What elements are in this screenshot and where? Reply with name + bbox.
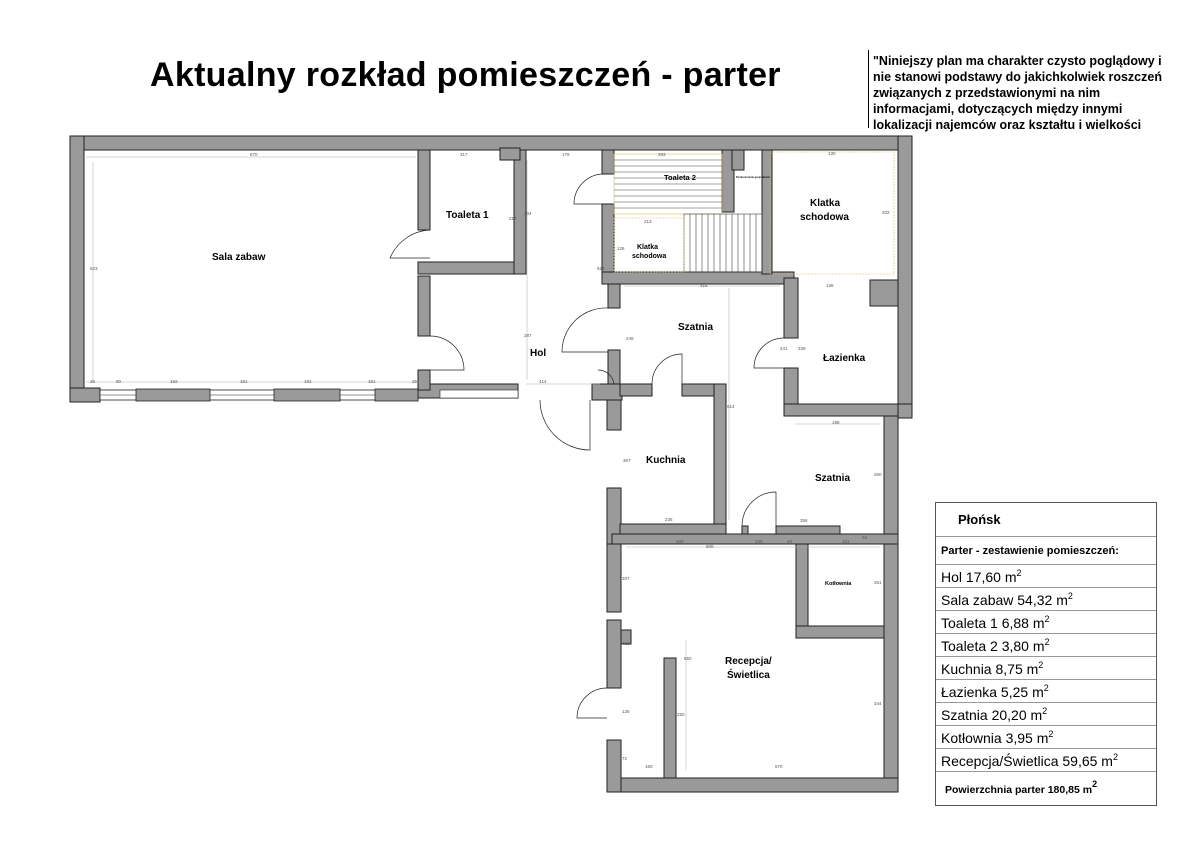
room-toaleta-1: Toaleta 1 bbox=[446, 210, 489, 221]
dim-label: 261 bbox=[874, 580, 882, 585]
dim-label: 217 bbox=[509, 216, 517, 221]
dim-label: 367 bbox=[623, 458, 631, 463]
dim-label: 192 bbox=[304, 379, 312, 384]
dim-label: 416 bbox=[700, 283, 708, 288]
legend-item: Hol 17,60 $m^2$ bbox=[936, 564, 1156, 587]
dim-label: 614 bbox=[727, 404, 735, 409]
dim-label: 344 bbox=[874, 701, 882, 706]
dim-label: 260 bbox=[874, 472, 882, 477]
room-pomieszczenie: Pomieszczenie gospodarcze bbox=[736, 176, 770, 179]
room-sala-zabaw: Sala zabaw bbox=[212, 252, 266, 263]
legend-item: Toaleta 1 6,88 $m^2$ bbox=[936, 610, 1156, 633]
dim-label: 33 bbox=[862, 535, 868, 540]
dim-label: 400 bbox=[676, 539, 684, 544]
dim-label: 161 bbox=[368, 379, 376, 384]
window-strip bbox=[100, 389, 518, 401]
dim-label: 287 bbox=[524, 333, 532, 338]
dim-label: 670 bbox=[775, 764, 783, 769]
dim-label: 414 bbox=[539, 379, 547, 384]
dim-label: 245 bbox=[626, 336, 634, 341]
dim-label: 138 bbox=[826, 283, 834, 288]
room-hol: Hol bbox=[530, 348, 547, 359]
dim-label: 850 bbox=[684, 656, 692, 661]
dim-label: 317 bbox=[460, 152, 468, 157]
dim-label: 235 bbox=[665, 517, 673, 522]
dim-label: 126 bbox=[617, 246, 625, 251]
dim-label: 26 bbox=[90, 379, 96, 384]
dim-label: 339 bbox=[798, 346, 806, 351]
dim-label: 304 bbox=[524, 211, 532, 216]
room-szatnia-2: Szatnia bbox=[815, 473, 851, 484]
legend-heading: Parter - zestawienie pomieszczeń: bbox=[936, 536, 1156, 564]
outer-walls bbox=[70, 136, 912, 792]
legend-item: Kuchnia 8,75 $m^2$ bbox=[936, 656, 1156, 679]
legend-item: Toaleta 2 3,80 $m^2$ bbox=[936, 633, 1156, 656]
dim-label: 202 bbox=[882, 210, 890, 215]
dim-label: 179 bbox=[562, 152, 570, 157]
dim-label: 40 bbox=[787, 539, 793, 544]
dim-label: 670 bbox=[250, 152, 258, 157]
dim-label: 400 bbox=[622, 641, 630, 646]
dim-label: 130 bbox=[828, 151, 836, 156]
room-kuchnia: Kuchnia bbox=[646, 455, 686, 466]
dim-label: 126 bbox=[622, 709, 630, 714]
legend-item: Szatnia 20,20 $m^2$ bbox=[936, 702, 1156, 725]
page-title: Aktualny rozkład pomieszczeń - parter bbox=[150, 56, 781, 94]
area-legend bbox=[935, 502, 1157, 806]
dim-label: 198 bbox=[832, 420, 840, 425]
room-klatka-2-a: Klatka bbox=[810, 198, 841, 209]
legend-total: Powierzchnia parter 180,85 $m^2$ bbox=[936, 771, 1156, 807]
room-toaleta-2: Toaleta 2 bbox=[664, 173, 696, 182]
legend-item: Łazienka 5,25 $m^2$ bbox=[936, 679, 1156, 702]
legend-item: Kotłownia 3,95 $m^2$ bbox=[936, 725, 1156, 748]
dim-label: 100 bbox=[755, 539, 763, 544]
dim-label: 72 bbox=[622, 756, 628, 761]
dim-label: 623 bbox=[90, 266, 98, 271]
room-klatka-1-b: schodowa bbox=[632, 253, 667, 260]
dim-label: 207 bbox=[622, 576, 630, 581]
room-kotlownia: Kotłownia bbox=[825, 581, 852, 587]
dim-label: 356 bbox=[800, 518, 808, 523]
dim-label: 600 bbox=[706, 544, 714, 549]
dim-label: 160 bbox=[645, 764, 653, 769]
room-szatnia-1: Szatnia bbox=[678, 322, 714, 333]
room-klatka-2-b: schodowa bbox=[800, 212, 849, 223]
dim-label: 161 bbox=[240, 379, 248, 384]
legend-item: Sala zabaw 54,32 $m^2$ bbox=[936, 587, 1156, 610]
dim-label: 250 bbox=[677, 712, 685, 717]
legend-city: Płońsk bbox=[958, 512, 1001, 527]
legend-item: Recepcja/Świetlica 59,65 $m^2$ bbox=[936, 748, 1156, 771]
disclaimer-text: "Niniejszy plan ma charakter czysto poglądowy i nie stanowi podstawy do jakichkolwiek roszczeń związanych z przedstawionymi na nim informacjami, dotyczących między innymi lokalizacji najemców oraz kształtu i wielkości bbox=[873, 54, 1162, 132]
dim-label: 213 bbox=[644, 219, 652, 224]
dim-label: 151 bbox=[842, 539, 850, 544]
dim-label: 192 bbox=[170, 379, 178, 384]
dim-label: 90 bbox=[116, 379, 122, 384]
dim-label: 26 bbox=[412, 379, 418, 384]
room-klatka-1-a: Klatka bbox=[637, 244, 659, 251]
dim-label: 623 bbox=[597, 266, 605, 271]
room-recepcja-a: Recepcja/ bbox=[725, 656, 772, 667]
room-lazienka: Łazienka bbox=[823, 353, 866, 364]
dim-label: 241 bbox=[780, 346, 788, 351]
room-recepcja-b: Świetlica bbox=[727, 670, 770, 681]
dim-label: 283 bbox=[658, 152, 666, 157]
